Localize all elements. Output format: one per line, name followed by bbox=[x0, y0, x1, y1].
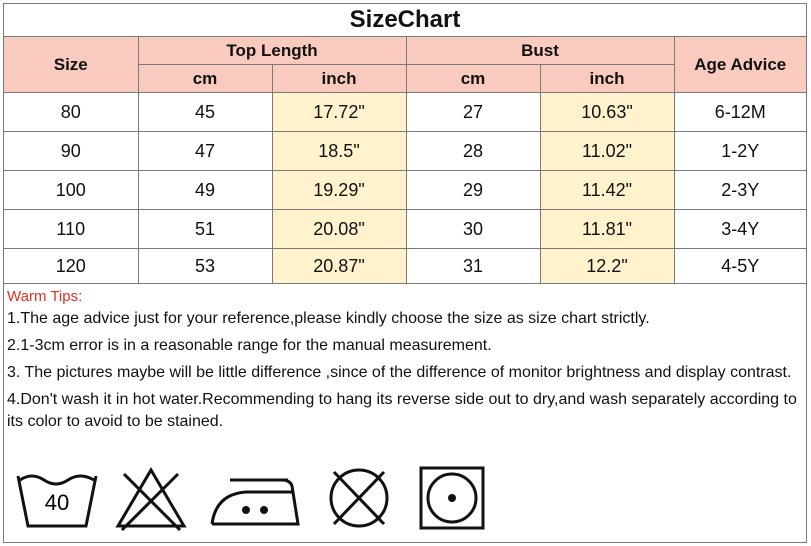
bust-inch-cell: 11.02" bbox=[540, 132, 674, 171]
age-cell: 1-2Y bbox=[674, 132, 806, 171]
size-cell: 80 bbox=[4, 93, 138, 132]
wash-40-icon bbox=[14, 464, 100, 532]
size-cell: 90 bbox=[4, 132, 138, 171]
warm-tips-heading: Warm Tips: bbox=[7, 288, 83, 305]
tip-item: 1.The age advice just for your reference,please kindly choose the size as size chart strictly. bbox=[7, 310, 650, 327]
bust-inch-cell: 10.63" bbox=[540, 93, 674, 132]
iron-medium-icon bbox=[206, 464, 302, 532]
care-icons bbox=[4, 464, 808, 542]
size-chart-card bbox=[3, 3, 807, 543]
size-header: Size bbox=[4, 37, 138, 93]
top-inch-cell: 20.87" bbox=[272, 249, 406, 284]
top-inch-cell: 18.5" bbox=[272, 132, 406, 171]
bust-cm-cell: 27 bbox=[406, 93, 540, 132]
wash-temp-label: 40 bbox=[44, 490, 70, 515]
tip-item: 4.Don't wash it in hot water.Recommending to hang its reverse side out to dry,and wash separately according to its color to avoid to be stained. bbox=[7, 391, 797, 430]
age-advice-header: Age Advice bbox=[674, 37, 806, 93]
size-cell: 110 bbox=[4, 210, 138, 249]
bust-inch-cell: 11.81" bbox=[540, 210, 674, 249]
bust-cm-cell: 29 bbox=[406, 171, 540, 210]
no-dry-clean-icon bbox=[322, 464, 396, 532]
top-inch-cell: 17.72" bbox=[272, 93, 406, 132]
bust-cm-cell: 30 bbox=[406, 210, 540, 249]
top-cm-cell: 47 bbox=[138, 132, 272, 171]
top-inch-header: inch bbox=[272, 65, 406, 93]
tip-item: 2.1-3cm error is in a reasonable range for the manual measurement. bbox=[7, 337, 492, 354]
size-cell: 120 bbox=[4, 249, 138, 284]
age-cell: 4-5Y bbox=[674, 249, 806, 284]
top-length-header: Top Length bbox=[138, 37, 406, 65]
top-cm-header: cm bbox=[138, 65, 272, 93]
size-cell: 100 bbox=[4, 171, 138, 210]
size-table bbox=[4, 37, 806, 284]
warm-tips bbox=[4, 284, 806, 433]
bust-inch-cell: 12.2" bbox=[540, 249, 674, 284]
table-row bbox=[4, 132, 806, 171]
top-cm-cell: 49 bbox=[138, 171, 272, 210]
top-inch-cell: 19.29" bbox=[272, 171, 406, 210]
top-inch-cell: 20.08" bbox=[272, 210, 406, 249]
bust-cm-cell: 31 bbox=[406, 249, 540, 284]
table-row bbox=[4, 210, 806, 249]
table-row bbox=[4, 171, 806, 210]
bust-inch-header: inch bbox=[540, 65, 674, 93]
age-cell: 3-4Y bbox=[674, 210, 806, 249]
no-bleach-icon bbox=[114, 464, 188, 532]
tumble-dry-icon bbox=[416, 464, 490, 532]
table-header-row bbox=[4, 37, 806, 65]
bust-header: Bust bbox=[406, 37, 674, 65]
table-row bbox=[4, 249, 806, 284]
bust-cm-header: cm bbox=[406, 65, 540, 93]
table-row bbox=[4, 93, 806, 132]
bust-cm-cell: 28 bbox=[406, 132, 540, 171]
top-cm-cell: 51 bbox=[138, 210, 272, 249]
age-cell: 6-12M bbox=[674, 93, 806, 132]
chart-title: SizeChart bbox=[4, 4, 806, 37]
age-cell: 2-3Y bbox=[674, 171, 806, 210]
bust-inch-cell: 11.42" bbox=[540, 171, 674, 210]
tip-item: 3. The pictures maybe will be little difference ,since of the difference of monitor brightness and display contrast. bbox=[7, 364, 792, 381]
top-cm-cell: 53 bbox=[138, 249, 272, 284]
top-cm-cell: 45 bbox=[138, 93, 272, 132]
